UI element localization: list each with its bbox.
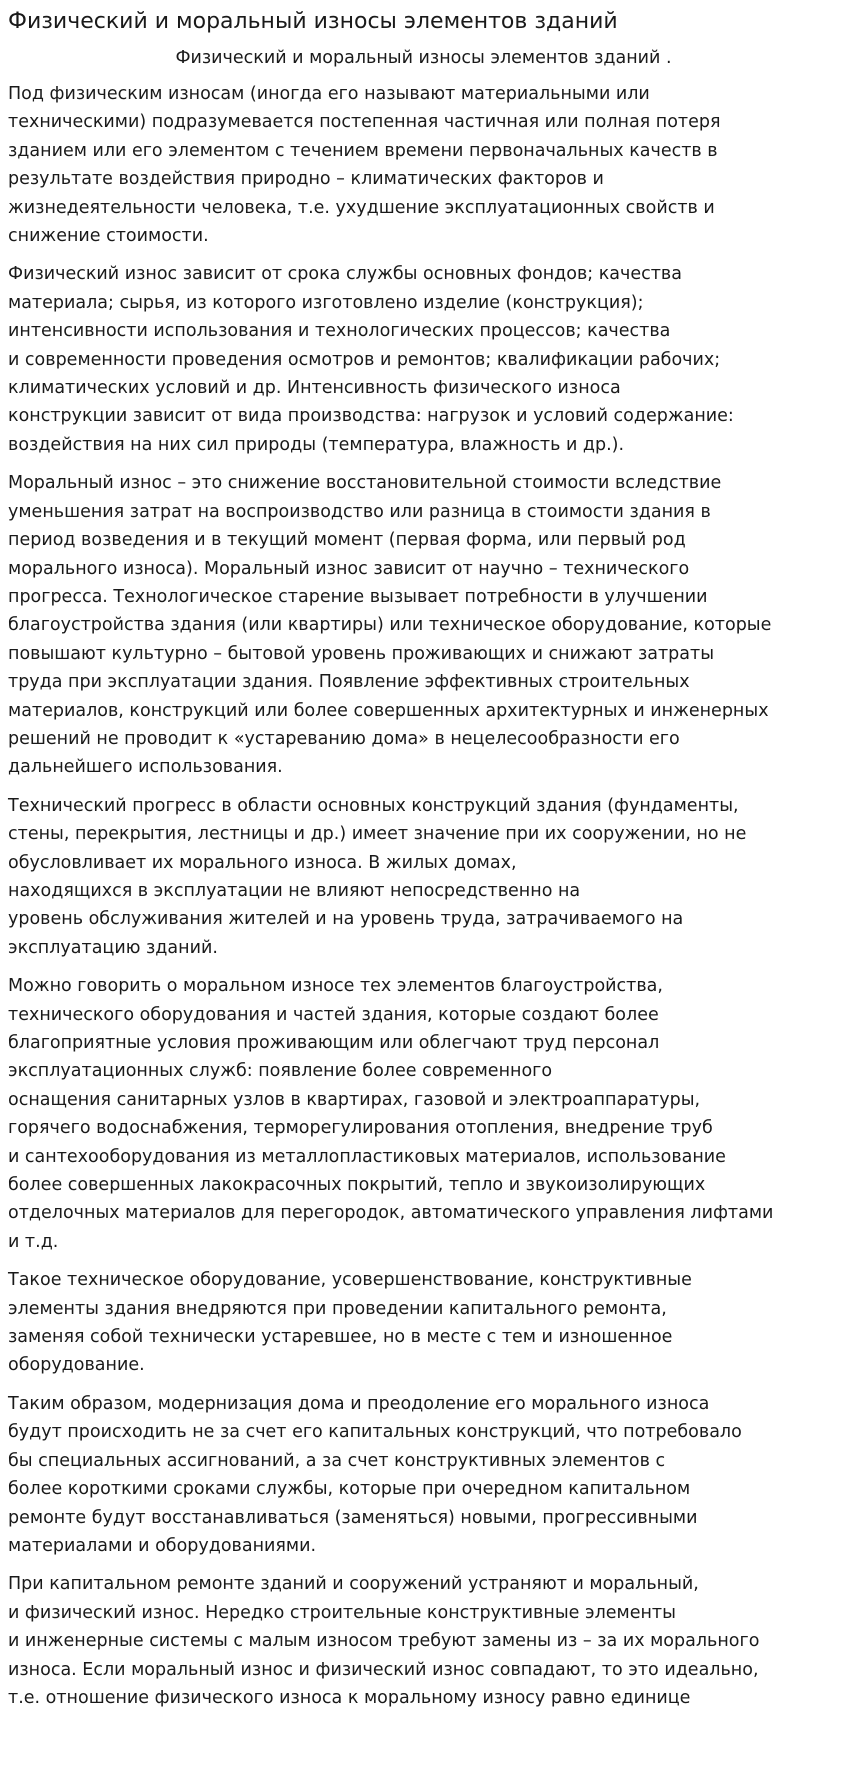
paragraph-modernization: Таким образом, модернизация дома и преодоление его морального износа будут происходить не за счет его капитальных конструкций, что потребовало бы специальных ассигнований, а за счет конструктивных элементов с более короткими сроками службы, которые при очередном капитальном ремонте будут восстанавливаться (заменяться) новыми, прогрессивными материалами и оборудованиями. bbox=[8, 1393, 742, 1556]
paragraph-capital-repair: При капитальном ремонте зданий и сооружений устраняют и моральный, и физический износ. Нередко строительные конструктивные элементы и инженерные системы с малым износом требуют замены из – за их морального износа. Если моральный износ и физический износ совпадают, то это идеально, т.е. отношение физического износа к моральному износу равно единице bbox=[8, 1574, 760, 1708]
document-subtitle: Физический и моральный износы элементов зданий . bbox=[175, 48, 672, 68]
document-body bbox=[8, 80, 839, 1712]
paragraph-equipment-replacement: Такое техническое оборудование, усовершенствование, конструктивные элементы здания внедряются при проведении капитального ремонта, заменяя собой технически устаревшее, но в месте с тем и изношенное оборудование. bbox=[8, 1270, 692, 1376]
paragraph-moral-wear-elements: Можно говорить о моральном износе тех элементов благоустройства, технического оборудования и частей здания, которые создают более благоприятные условия проживающим или облегчают труд персонал эксплуатационных служб: появление более современного оснащения санитарных узлов в квартирах, газовой и электроаппаратуры, горячего водоснабжения, терморегулирования отопления, внедрение труб и сантехооборудования из металлопластиковых материалов, использование более совершенных лакокрасочных покрытий, тепло и звукоизолирующих отделочных материалов для перегородок, автоматического управления лифтами и т.д. bbox=[8, 976, 774, 1252]
page-title: Физический и моральный износы элементов зданий bbox=[8, 9, 618, 34]
paragraph-technical-progress: Технический прогресс в области основных конструкций здания (фундаменты, стены, перекрытия, лестницы и др.) имеет значение при их сооружении, но не обусловливает их морального износа. В жилых домах, находящихся в эксплуатации не влияют непосредственно на уровень обслуживания жителей и на уровень труда, затрачиваемого на эксплуатацию зданий. bbox=[8, 795, 747, 958]
paragraph-physical-wear-definition: Под физическим износам (иногда его называют материальными или техническими) подразумевается постепенная частичная или полная потеря зданием или его элементом с течением времени первоначальных качеств в результате воздействия природно – климатических факторов и жизнедеятельности человека, т.е. ухудшение эксплуатационных свойств и снижение стоимости. bbox=[8, 84, 721, 247]
paragraph-moral-wear-definition: Моральный износ – это снижение восстановительной стоимости вследствие уменьшения затрат на воспроизводство или разница в стоимости здания в период возведения и в текущий момент (первая форма, или первый род морального износа). Моральный износ зависит от научно – технического прогресса. Технологическое старение вызывает потребности в улучшении благоустройства здания (или квартиры) или техническое оборудование, которые повышают культурно – бытовой уровень проживающих и снижают затраты труда при эксплуатации здания. Появление эффективных строительных материалов, конструкций или более совершенных архитектурных и инженерных решений не проводит к «устареванию дома» в нецелесообразности его дальнейшего использования. bbox=[8, 473, 772, 778]
paragraph-physical-wear-factors: Физический износ зависит от срока службы основных фондов; качества материала; сырья, из которого изготовлено изделие (конструкция); интенсивности использования и технологических процессов; качества и современности проведения осмотров и ремонтов; квалификации рабочих; климатических условий и др. Интенсивность физического износа конструкции зависит от вида производства: нагрузок и условий содержание: воздействия на них сил природы (температура, влажность и др.). bbox=[8, 264, 734, 455]
